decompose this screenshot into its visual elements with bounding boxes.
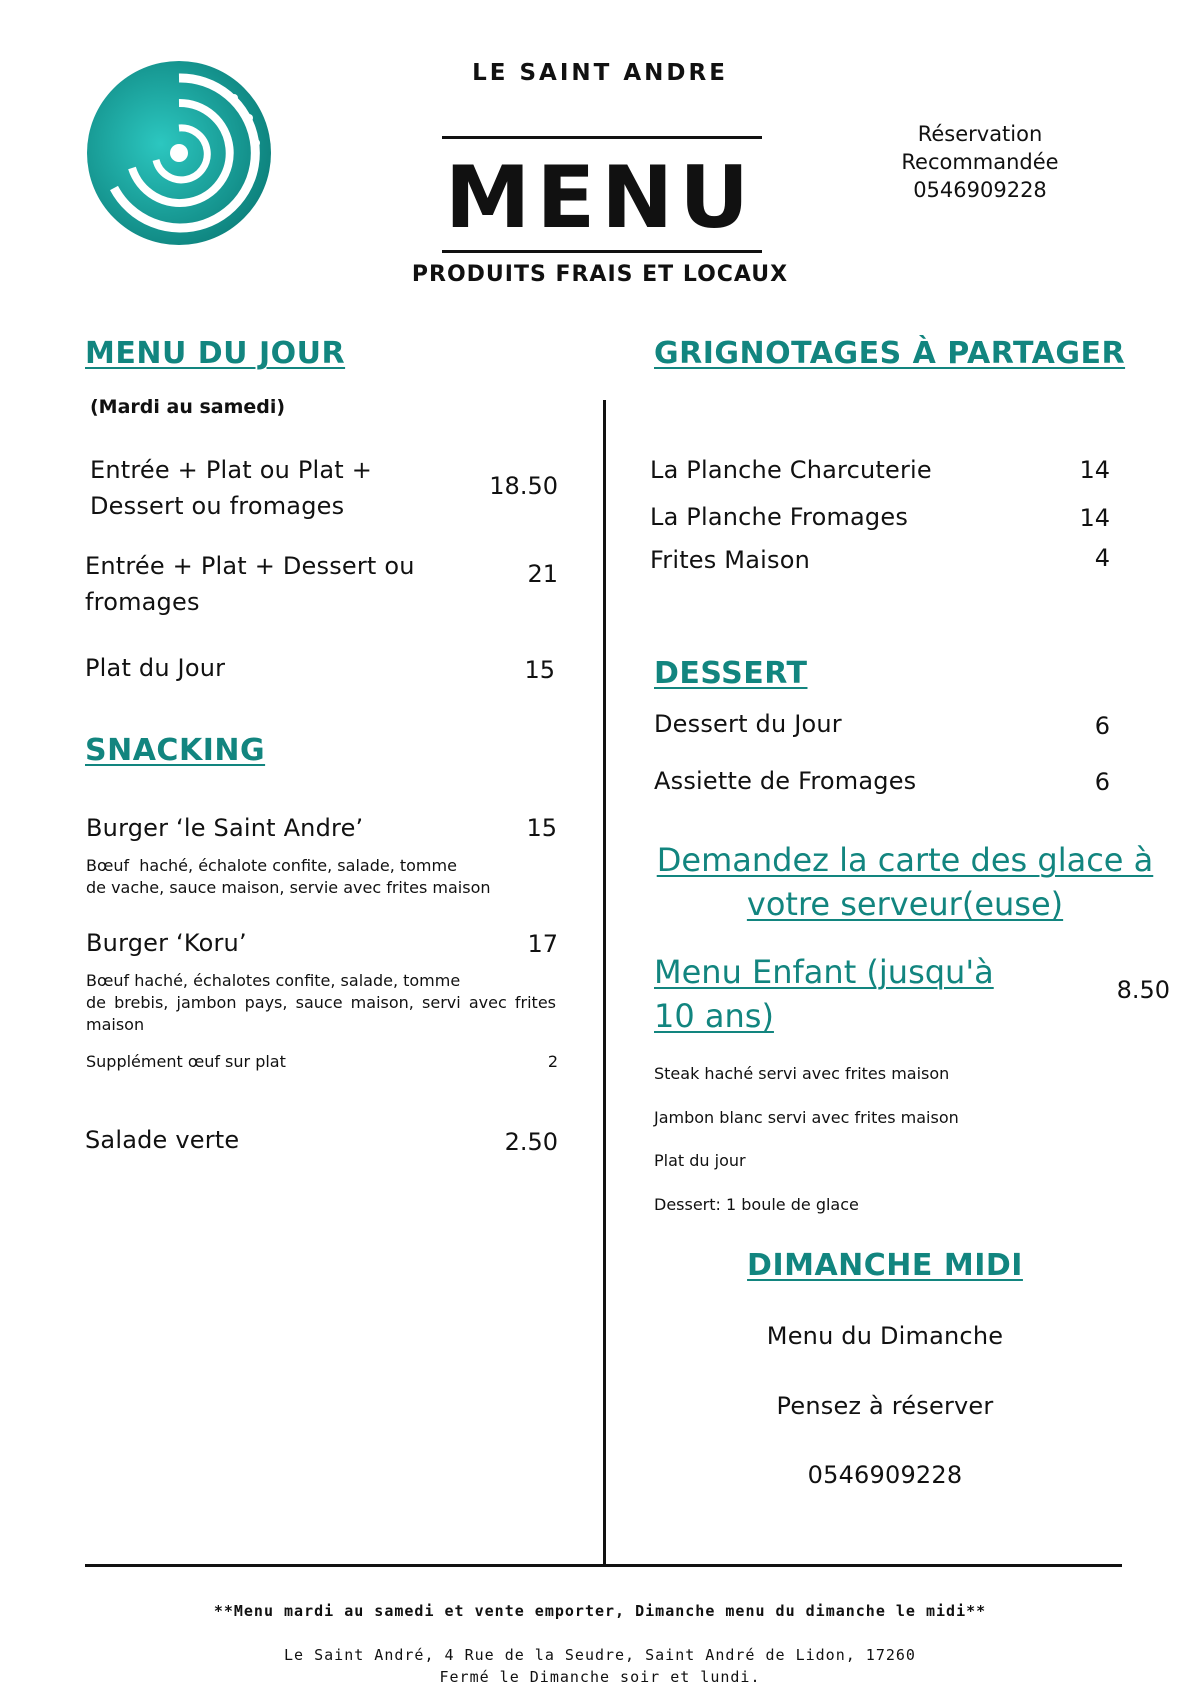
menu-enfant-heading [654,950,1034,1038]
snacking-heading: SNACKING [85,733,266,768]
menu-item-plat-du-jour: Plat du Jour [85,654,226,682]
menu-item-price: 21 [527,560,558,588]
enfant-option: Dessert: 1 boule de glace [654,1195,859,1214]
grignotages-heading: GRIGNOTAGES À PARTAGER [654,336,1126,371]
salade-verte-price: 2.50 [504,1128,558,1156]
description-line: de brebis, jambon pays, sauce maison, servi avec frites [86,993,556,1012]
grignotage-item: La Planche Charcuterie [650,456,932,484]
footer-address: Le Saint André, 4 Rue de la Seudre, Saint André de Lidon, 17260 [284,1646,916,1664]
glace-callout [640,838,1170,926]
footer-note: **Menu mardi au samedi et vente emporter, Dimanche menu du dimanche le midi** [213,1602,987,1620]
menu-enfant-price: 8.50 [1116,976,1170,1004]
column-divider [603,400,606,1565]
burger-saint-andre-desc [86,855,556,899]
glace-line: Demandez la carte des glace à [656,841,1154,879]
page-title: MENU [444,148,756,248]
dimanche-menu: Menu du Dimanche [766,1322,1004,1350]
koru-spiral-icon [84,58,274,248]
supplement-oeuf-price: 2 [547,1052,558,1071]
dimanche-heading: DIMANCHE MIDI [747,1248,1023,1283]
menu-item-text: Entrée + Plat ou Plat + [90,456,373,484]
reservation-label: Réservation [917,122,1043,146]
dessert-price: 6 [1094,768,1110,796]
reservation-block [870,120,1090,204]
enfant-option: Plat du jour [654,1151,746,1170]
menu-item-formule-2 [85,548,455,620]
enfant-option: Steak haché servi avec frites maison [654,1064,950,1083]
burger-koru-desc [86,970,556,1036]
dessert-item: Dessert du Jour [654,710,842,738]
glace-line: votre serveur(euse) [746,885,1064,923]
dessert-price: 6 [1094,712,1110,740]
supplement-oeuf: Supplément œuf sur plat [86,1052,286,1071]
menu-item-price: 15 [524,656,555,684]
footer-closed: Fermé le Dimanche soir et lundi. [439,1668,761,1686]
menu-du-jour-heading: MENU DU JOUR [85,336,346,371]
burger-koru-price: 17 [527,930,558,958]
description-line: Bœuf haché, échalotes confite, salade, tomme [86,971,461,990]
dessert-heading: DESSERT [654,656,808,691]
menu-item-text: fromages [85,588,200,616]
burger-saint-andre: Burger ‘le Saint Andre’ [86,814,364,842]
tagline: PRODUITS FRAIS ET LOCAUX [411,262,789,287]
burger-saint-andre-price: 15 [526,814,557,842]
title-rule-top [442,136,762,139]
footer-rule [85,1564,1122,1567]
menu-item-price: 18.50 [489,472,558,500]
reservation-recommended: Recommandée [901,150,1059,174]
menu-item-text: Dessert ou fromages [90,492,345,520]
burger-koru: Burger ‘Koru’ [86,929,247,957]
dimanche-reserve: Pensez à réserver [776,1392,994,1420]
menu-item-text: Entrée + Plat + Dessert ou [85,552,415,580]
brand-name: LE SAINT ANDRE [472,60,728,86]
grignotage-item: La Planche Fromages [650,503,909,531]
logo [84,58,274,248]
enfant-line: 10 ans) [654,997,774,1035]
grignotage-price: 4 [1094,544,1110,572]
description-line: de vache, sauce maison, servie avec frites maison [86,878,491,897]
salade-verte: Salade verte [85,1126,240,1154]
grignotage-item: Frites Maison [650,546,810,574]
grignotage-price: 14 [1079,504,1110,532]
grignotage-price: 14 [1079,456,1110,484]
description-line: maison [86,1015,145,1034]
dessert-item: Assiette de Fromages [654,767,917,795]
title-rule-bottom [442,250,762,253]
description-line: Bœuf haché, échalote confite, salade, tomme [86,856,457,875]
menu-du-jour-days: (Mardi au samedi) [90,396,286,418]
enfant-line: Menu Enfant (jusqu'à [654,953,994,991]
enfant-option: Jambon blanc servi avec frites maison [654,1108,959,1127]
menu-item-formule-1 [90,452,450,524]
reservation-phone[interactable]: 0546909228 [913,178,1047,202]
dimanche-phone[interactable]: 0546909228 [807,1461,963,1489]
